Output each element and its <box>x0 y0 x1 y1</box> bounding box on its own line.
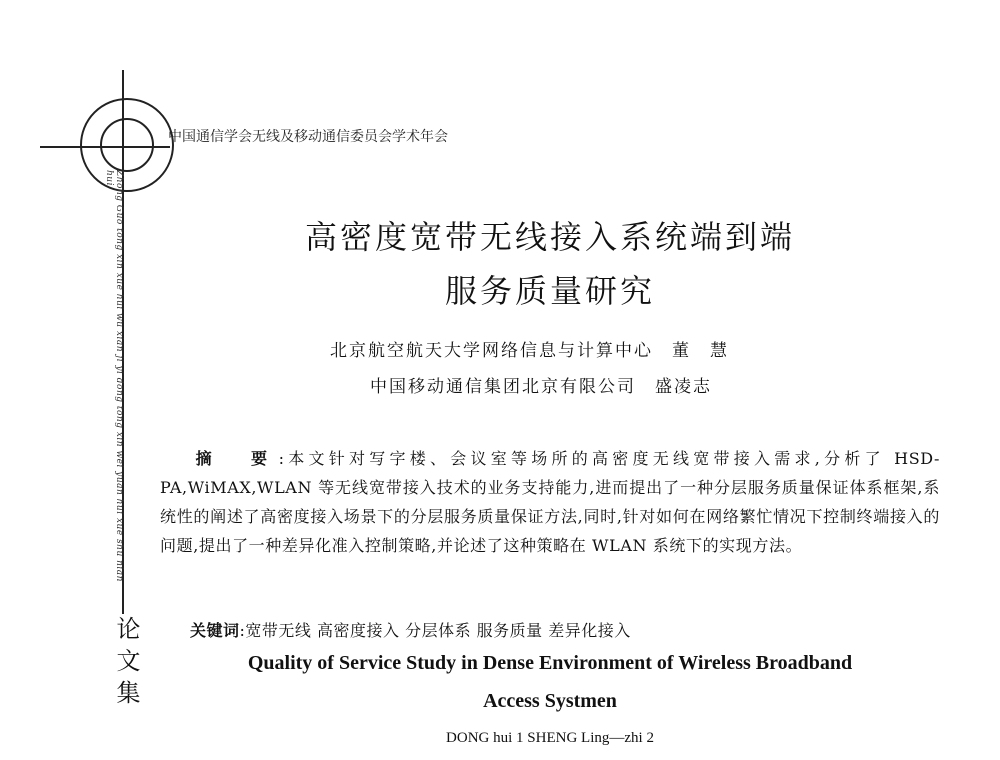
abstract-text: :本文针对写字楼、会议室等场所的高密度无线宽带接入需求,分析了 HSD-PA,WiMAX,WLAN 等无线宽带接入技术的业务支持能力,进而提出了一种分层服务质量保证体系框架,系统性的阐述了高密度接入场景下的分层服务质量保证方法,同时,针对如何在网络繁忙情况下控制终端接入的问题,提出了一种差异化准入控制策略,并论述了这种策略在 WLAN 系统下的实现方法。 <box>160 449 940 555</box>
abstract-label: 摘 要 <box>192 449 279 468</box>
author-affiliation-2: 中国移动通信集团北京有限公司 盛凌志 <box>370 377 712 397</box>
english-authors: DONG hui 1 SHENG Ling—zhi 2 <box>446 730 654 746</box>
abstract <box>160 444 940 560</box>
paper-title-line2: 服务质量研究 <box>444 272 655 310</box>
conference-header: 中国通信学会无线及移动通信委员会学术年会 <box>168 129 448 145</box>
proceedings-label: 论文集 <box>112 616 140 712</box>
author-affiliation-1: 北京航空航天大学网络信息与计算中心 董 慧 <box>330 341 729 361</box>
english-title-line1: Quality of Service Study in Dense Environment of Wireless Broadband <box>247 652 853 674</box>
keywords <box>190 618 631 641</box>
logo-circle-inner <box>100 118 154 172</box>
keywords-text: :宽带无线 高密度接入 分层体系 服务质量 差异化接入 <box>239 621 631 640</box>
paper-title-line1: 高密度宽带无线接入系统端到端 <box>304 218 795 256</box>
vertical-pinyin-text: Zhong Guo tong xin xue hui wu xian ji yi dong tong xin wei yuan hui xue shu nian hui <box>104 170 124 582</box>
english-title-line2: Access Systmen <box>483 690 617 712</box>
keywords-label: 关键词 <box>190 621 240 640</box>
